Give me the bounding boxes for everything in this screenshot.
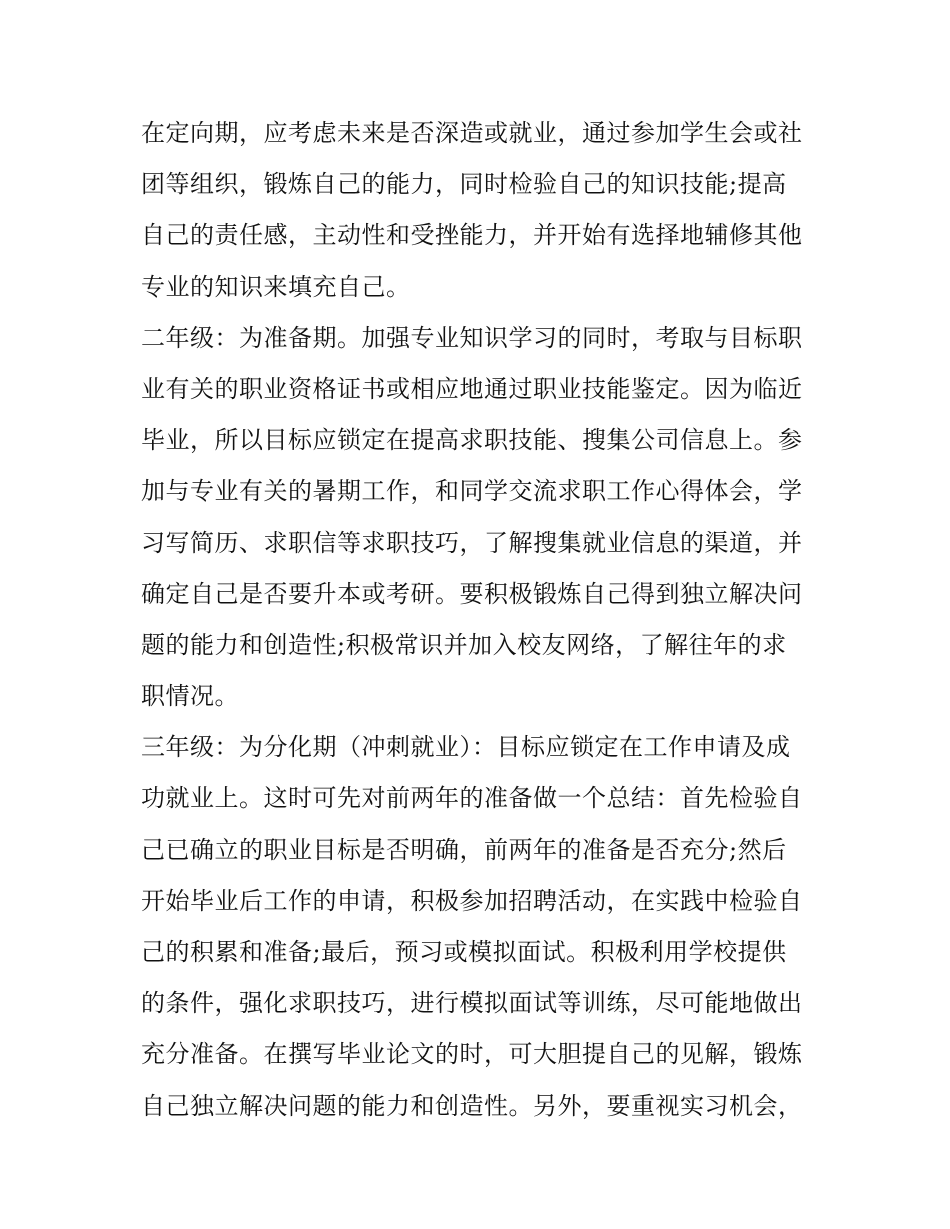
- text-line: 团等组织，锻炼自己的能力，同时检验自己的知识技能;提高: [141, 170, 787, 199]
- text-line: 二年级：为准备期。加强专业知识学习的同时，考取与目标职: [141, 323, 803, 352]
- text-line: 己已确立的职业目标是否明确，前两年的准备是否充分;然后: [141, 835, 787, 864]
- text-line: 自己的责任感，主动性和受挫能力，并开始有选择地辅修其他: [141, 221, 803, 250]
- text-line: 专业的知识来填充自己。: [141, 272, 411, 301]
- text-line: 业有关的职业资格证书或相应地通过职业技能鉴定。因为临近: [141, 374, 803, 403]
- text-line: 在定向期，应考虑未来是否深造或就业，通过参加学生会或社: [141, 119, 803, 147]
- text-line: 的条件，强化求职技巧，进行模拟面试等训练，尽可能地做出: [141, 989, 803, 1018]
- text-line: 确定自己是否要升本或考研。要积极锻炼自己得到独立解决问: [141, 579, 803, 608]
- text-line: 自己独立解决问题的能力和创造性。另外，要重视实习机会，: [141, 1091, 803, 1120]
- text-line: 充分准备。在撰写毕业论文的时，可大胆提自己的见解，锻炼: [141, 1040, 803, 1069]
- text-line: 加与专业有关的暑期工作，和同学交流求职工作心得体会，学: [141, 477, 803, 506]
- text-line: 己的积累和准备;最后，预习或模拟面试。积极利用学校提供: [141, 938, 787, 966]
- text-line: 开始毕业后工作的申请，积极参加招聘活动，在实践中检验自: [141, 886, 803, 915]
- text-line: 习写简历、求职信等求职技巧，了解搜集就业信息的渠道，并: [141, 528, 803, 557]
- text-line: 三年级：为分化期（冲刺就业）：目标应锁定在工作申请及成: [141, 733, 791, 762]
- text-line: 毕业，所以目标应锁定在提高求职技能、搜集公司信息上。参: [141, 426, 803, 455]
- body-text: [141, 108, 821, 1132]
- text-line: 职情况。: [141, 682, 239, 711]
- text-line: 功就业上。这时可先对前两年的准备做一个总结：首先检验自: [141, 784, 803, 813]
- text-line: 题的能力和创造性;积极常识并加入校友网络，了解往年的求: [141, 630, 787, 659]
